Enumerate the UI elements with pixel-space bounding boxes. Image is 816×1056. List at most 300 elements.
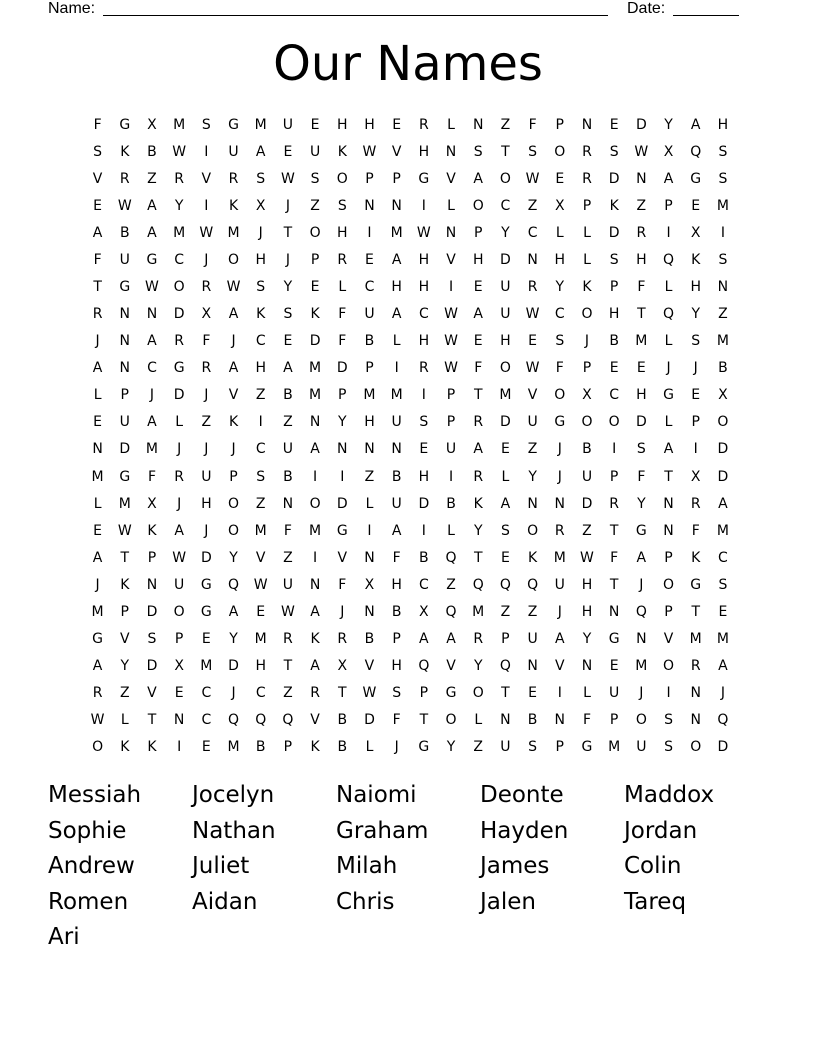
- grid-letter: T: [283, 224, 293, 241]
- grid-letter: E: [93, 197, 103, 214]
- grid-letter: I: [421, 387, 426, 404]
- grid-letter: E: [528, 333, 538, 350]
- grid-letter: J: [177, 495, 182, 512]
- grid-letter: Q: [663, 306, 675, 323]
- grid-letter: J: [720, 685, 725, 702]
- grid-letter: P: [501, 631, 510, 648]
- grid-letter: S: [718, 251, 728, 268]
- grid-letter: A: [636, 549, 647, 566]
- word-bank: [48, 778, 768, 956]
- grid-letter: A: [391, 306, 402, 323]
- grid-letter: K: [120, 576, 130, 593]
- grid-letter: Y: [501, 224, 510, 241]
- grid-letter: D: [364, 712, 375, 729]
- grid-letter: J: [693, 360, 698, 377]
- grid-letter: E: [555, 170, 565, 187]
- grid-letter: W: [444, 333, 458, 350]
- grid-letter: I: [612, 441, 617, 458]
- grid-letter: R: [473, 631, 484, 648]
- grid-letter: Y: [229, 549, 238, 566]
- grid-letter: P: [555, 739, 564, 756]
- grid-letter: Y: [691, 306, 700, 323]
- grid-letter: Q: [527, 576, 539, 593]
- grid-letter: N: [364, 441, 375, 458]
- grid-letter: I: [204, 143, 209, 160]
- grid-letter: H: [255, 360, 266, 377]
- grid-letter: P: [229, 468, 238, 485]
- grid-letter: C: [201, 712, 212, 729]
- grid-letter: Q: [228, 712, 240, 729]
- grid-letter: U: [309, 143, 321, 160]
- grid-letter: J: [557, 603, 562, 620]
- grid-letter: Y: [174, 197, 184, 214]
- grid-letter: X: [663, 143, 674, 160]
- grid-letter: E: [201, 739, 211, 756]
- grid-letter: P: [582, 197, 592, 214]
- grid-letter: C: [364, 279, 375, 295]
- grid-letter: K: [609, 197, 619, 214]
- word-bank-item: Ari: [48, 924, 80, 951]
- grid-letter: M: [173, 224, 186, 241]
- grid-letter: I: [258, 414, 263, 431]
- grid-letter: B: [609, 333, 619, 350]
- grid-letter: V: [446, 170, 456, 187]
- grid-letter: X: [718, 387, 728, 404]
- grid-letter: O: [228, 251, 240, 268]
- word-bank-item: Nathan: [192, 817, 276, 844]
- grid-letter: S: [419, 414, 429, 431]
- grid-letter: O: [527, 522, 539, 539]
- grid-letter: Y: [473, 522, 483, 539]
- grid-letter: T: [283, 658, 293, 675]
- grid-letter: F: [637, 279, 646, 295]
- grid-letter: Q: [663, 251, 675, 268]
- grid-letter: U: [636, 739, 647, 756]
- grid-letter: X: [201, 306, 212, 323]
- grid-letter: Q: [717, 712, 729, 729]
- grid-letter: M: [716, 333, 729, 350]
- grid-letter: E: [283, 143, 293, 160]
- grid-letter: D: [146, 658, 158, 675]
- grid-letter: O: [173, 279, 185, 295]
- grid-letter: O: [499, 360, 511, 377]
- grid-letter: X: [554, 197, 565, 214]
- word-bank-item: Colin: [624, 853, 682, 880]
- grid-letter: A: [310, 658, 320, 675]
- grid-letter: A: [419, 631, 429, 648]
- grid-letter: E: [93, 522, 103, 539]
- word-bank-item: Sophie: [48, 817, 127, 844]
- grid-letter: Q: [445, 549, 457, 566]
- grid-letter: D: [173, 306, 185, 323]
- grid-letter: A: [92, 360, 103, 377]
- grid-letter: O: [228, 522, 240, 539]
- grid-letter: P: [664, 603, 673, 620]
- grid-letter: R: [473, 468, 484, 485]
- grid-letter: Q: [282, 712, 294, 729]
- grid-letter: Z: [255, 495, 266, 512]
- grid-letter: K: [256, 306, 266, 323]
- grid-letter: Z: [119, 685, 130, 702]
- grid-letter: Z: [283, 685, 293, 702]
- grid-letter: M: [254, 631, 267, 648]
- grid-letter: O: [717, 414, 729, 431]
- grid-letter: A: [473, 170, 483, 187]
- grid-letter: H: [500, 333, 511, 350]
- grid-letter: Y: [582, 631, 592, 648]
- grid-letter: H: [337, 116, 348, 133]
- grid-letter: F: [691, 522, 700, 539]
- grid-letter: S: [528, 143, 538, 160]
- grid-letter: D: [717, 468, 729, 485]
- grid-letter: U: [609, 685, 620, 702]
- grid-letter: A: [147, 414, 157, 431]
- grid-letter: H: [255, 658, 266, 675]
- grid-letter: Z: [255, 387, 266, 404]
- grid-letter: N: [364, 197, 375, 214]
- grid-letter: D: [336, 360, 348, 377]
- grid-letter: R: [174, 170, 185, 187]
- page-title: Our Names: [273, 36, 543, 92]
- grid-letter: F: [610, 549, 619, 566]
- grid-letter: J: [285, 197, 290, 214]
- grid-letter: J: [95, 576, 100, 593]
- grid-letter: Q: [418, 658, 430, 675]
- grid-letter: W: [199, 224, 214, 241]
- grid-letter: D: [173, 387, 185, 404]
- grid-letter: G: [200, 603, 212, 620]
- word-bank-item: Aidan: [192, 888, 258, 915]
- grid-letter: Y: [664, 116, 673, 133]
- grid-letter: E: [691, 387, 701, 404]
- grid-letter: Q: [472, 576, 484, 593]
- grid-letter: I: [177, 739, 182, 756]
- grid-letter: L: [447, 522, 455, 539]
- grid-letter: S: [256, 170, 266, 187]
- grid-letter: H: [364, 116, 375, 133]
- grid-letter: L: [474, 712, 483, 729]
- grid-letter: U: [554, 576, 565, 593]
- grid-letter: M: [309, 360, 322, 377]
- grid-letter: W: [362, 143, 377, 160]
- grid-letter: M: [91, 468, 104, 485]
- grid-letter: M: [689, 631, 702, 648]
- grid-letter: W: [117, 522, 132, 539]
- grid-letter: H: [391, 576, 402, 593]
- grid-letter: T: [338, 685, 347, 702]
- grid-letter: E: [256, 603, 266, 620]
- grid-letter: I: [693, 441, 698, 458]
- grid-letter: V: [310, 712, 320, 729]
- grid-letter: N: [690, 685, 701, 702]
- grid-letter: E: [473, 333, 483, 350]
- grid-letter: O: [635, 712, 647, 729]
- grid-letter: S: [147, 631, 157, 648]
- grid-letter: D: [228, 658, 239, 675]
- grid-letter: Q: [255, 712, 267, 729]
- grid-letter: T: [691, 603, 700, 620]
- grid-letter: N: [119, 360, 131, 377]
- grid-letter: N: [146, 306, 158, 323]
- grid-letter: T: [609, 522, 619, 539]
- grid-letter: R: [92, 685, 103, 702]
- grid-letter: K: [473, 495, 483, 512]
- date-label: Date:: [627, 0, 666, 17]
- grid-letter: X: [582, 387, 592, 404]
- date-blank-line: [673, 15, 739, 16]
- grid-letter: R: [690, 495, 701, 512]
- grid-letter: S: [93, 143, 103, 160]
- grid-letter: K: [691, 549, 701, 566]
- grid-letter: R: [527, 279, 538, 295]
- grid-letter: A: [92, 549, 103, 566]
- grid-letter: U: [500, 279, 511, 295]
- grid-letter: C: [255, 441, 266, 458]
- grid-letter: K: [691, 251, 701, 268]
- grid-letter: I: [204, 197, 209, 214]
- grid-letter: P: [120, 603, 129, 620]
- grid-letter: G: [119, 116, 131, 133]
- grid-letter: D: [581, 495, 593, 512]
- grid-letter: K: [310, 631, 320, 648]
- grid-letter: A: [310, 603, 320, 620]
- grid-letter: R: [92, 306, 103, 323]
- grid-letter: M: [254, 116, 267, 133]
- grid-letter: C: [609, 387, 620, 404]
- grid-letter: V: [201, 170, 212, 187]
- grid-letter: O: [309, 495, 321, 512]
- grid-letter: Y: [446, 739, 456, 756]
- grid-letter: A: [174, 522, 184, 539]
- grid-letter: S: [337, 197, 347, 214]
- grid-letter: D: [119, 441, 131, 458]
- grid-letter: H: [690, 279, 701, 295]
- grid-letter: H: [418, 333, 430, 350]
- grid-letter: V: [92, 170, 103, 187]
- grid-letter: V: [554, 658, 565, 675]
- grid-letter: J: [231, 685, 236, 702]
- grid-letter: M: [145, 441, 159, 458]
- grid-letter: I: [421, 197, 426, 214]
- grid-letter: U: [282, 576, 294, 593]
- grid-letter: Z: [527, 603, 538, 620]
- grid-letter: A: [690, 116, 701, 133]
- grid-letter: N: [146, 576, 158, 593]
- grid-letter: U: [391, 414, 402, 431]
- word-bank-item: Graham: [336, 817, 429, 844]
- grid-letter: G: [228, 116, 239, 133]
- grid-letter: A: [718, 658, 728, 675]
- grid-letter: S: [718, 170, 728, 187]
- grid-letter: O: [663, 576, 675, 593]
- grid-letter: B: [364, 631, 375, 648]
- grid-letter: N: [636, 631, 647, 648]
- grid-letter: P: [609, 279, 619, 295]
- grid-letter: N: [527, 251, 538, 268]
- word-bank-item: Hayden: [480, 817, 569, 844]
- grid-letter: C: [418, 576, 429, 593]
- grid-letter: L: [664, 414, 673, 431]
- grid-letter: P: [365, 170, 374, 187]
- grid-letter: P: [473, 224, 483, 241]
- grid-letter: D: [500, 414, 511, 431]
- grid-letter: C: [147, 360, 157, 377]
- word-search-grid: [84, 111, 737, 761]
- grid-letter: N: [554, 495, 566, 512]
- grid-letter: P: [446, 387, 456, 404]
- grid-letter: A: [391, 522, 402, 539]
- grid-letter: S: [392, 685, 402, 702]
- grid-letter: A: [92, 224, 103, 241]
- grid-letter: D: [717, 441, 729, 458]
- grid-letter: L: [93, 495, 102, 512]
- grid-letter: L: [93, 387, 102, 404]
- grid-letter: B: [391, 468, 402, 485]
- grid-letter: O: [499, 170, 511, 187]
- name-label: Name:: [48, 0, 96, 17]
- grid-letter: E: [609, 658, 619, 675]
- grid-letter: L: [120, 712, 129, 729]
- grid-letter: A: [228, 306, 239, 323]
- grid-letter: K: [228, 197, 239, 214]
- grid-letter: J: [666, 360, 671, 377]
- grid-letter: B: [527, 712, 538, 729]
- grid-letter: T: [501, 685, 510, 702]
- grid-letter: K: [147, 522, 157, 539]
- grid-letter: A: [718, 495, 728, 512]
- grid-letter: F: [93, 116, 102, 133]
- grid-letter: F: [392, 549, 401, 566]
- grid-letter: O: [228, 495, 240, 512]
- grid-letter: R: [418, 116, 429, 133]
- grid-letter: A: [391, 251, 402, 268]
- word-bank-item: Andrew: [48, 853, 135, 880]
- grid-letter: P: [174, 631, 184, 648]
- grid-letter: A: [92, 658, 103, 675]
- grid-letter: O: [445, 712, 457, 729]
- grid-letter: R: [418, 360, 429, 377]
- grid-letter: G: [554, 414, 566, 431]
- grid-letter: N: [527, 658, 538, 675]
- grid-letter: J: [204, 522, 209, 539]
- grid-letter: D: [200, 549, 212, 566]
- grid-letter: N: [500, 712, 511, 729]
- grid-letter: G: [146, 251, 158, 268]
- grid-letter: C: [418, 306, 429, 323]
- grid-letter: F: [147, 468, 156, 485]
- grid-letter: H: [554, 251, 566, 268]
- grid-letter: W: [525, 360, 540, 377]
- grid-letter: L: [664, 333, 673, 350]
- grid-letter: O: [92, 739, 104, 756]
- grid-letter: R: [337, 631, 348, 648]
- grid-letter: I: [421, 522, 426, 539]
- grid-letter: I: [340, 468, 345, 485]
- grid-letter: T: [664, 468, 673, 485]
- grid-letter: N: [364, 603, 375, 620]
- grid-letter: F: [93, 251, 102, 268]
- grid-letter: M: [390, 224, 403, 241]
- grid-letter: D: [608, 170, 620, 187]
- grid-letter: S: [718, 143, 728, 160]
- grid-letter: F: [283, 522, 292, 539]
- grid-letter: L: [365, 739, 374, 756]
- grid-letter: A: [663, 441, 674, 458]
- grid-letter: P: [120, 387, 129, 404]
- grid-letter: R: [174, 468, 185, 485]
- grid-letter: V: [663, 631, 674, 648]
- grid-letter: P: [555, 116, 564, 133]
- grid-letter: B: [718, 360, 728, 377]
- grid-letter: N: [445, 224, 457, 241]
- grid-letter: E: [283, 333, 293, 350]
- grid-letter: I: [666, 224, 671, 241]
- grid-letter: V: [337, 549, 348, 566]
- grid-letter: T: [419, 712, 429, 729]
- grid-letter: R: [690, 658, 701, 675]
- grid-letter: U: [282, 441, 294, 458]
- grid-letter: W: [90, 712, 105, 729]
- grid-letter: Z: [283, 414, 293, 431]
- grid-letter: S: [500, 522, 510, 539]
- grid-letter: B: [582, 441, 592, 458]
- grid-letter: X: [147, 116, 157, 133]
- word-bank-item: James: [480, 853, 550, 880]
- grid-letter: P: [338, 387, 347, 404]
- grid-letter: V: [255, 549, 266, 566]
- grid-letter: X: [337, 658, 348, 675]
- grid-letter: S: [664, 739, 673, 756]
- grid-letter: H: [472, 251, 484, 268]
- grid-letter: S: [718, 576, 728, 593]
- grid-letter: L: [583, 224, 591, 241]
- grid-letter: M: [309, 522, 322, 539]
- grid-letter: I: [367, 522, 372, 539]
- grid-letter: T: [120, 549, 130, 566]
- grid-letter: L: [664, 279, 673, 295]
- grid-letter: B: [419, 549, 429, 566]
- grid-letter: Y: [229, 631, 238, 648]
- grid-letter: P: [310, 251, 320, 268]
- grid-letter: U: [445, 441, 457, 458]
- grid-letter: B: [119, 224, 130, 241]
- word-bank-item: Juliet: [192, 853, 250, 880]
- grid-letter: V: [364, 658, 375, 675]
- grid-letter: M: [716, 197, 729, 214]
- word-bank-item: Naiomi: [336, 782, 417, 808]
- grid-letter: J: [584, 333, 590, 350]
- word-bank-item: Deonte: [480, 782, 564, 808]
- grid-letter: W: [172, 549, 187, 566]
- grid-letter: E: [691, 197, 701, 214]
- grid-letter: H: [581, 576, 593, 593]
- grid-letter: F: [338, 306, 347, 323]
- grid-letter: W: [280, 170, 295, 187]
- word-bank-item: Jalen: [480, 888, 536, 915]
- grid-letter: E: [528, 685, 538, 702]
- grid-letter: W: [580, 549, 594, 566]
- worksheet-header: [0, 0, 816, 20]
- grid-letter: N: [282, 495, 294, 512]
- grid-letter: F: [528, 116, 537, 133]
- grid-letter: A: [147, 197, 157, 214]
- grid-letter: S: [636, 441, 646, 458]
- grid-letter: Y: [528, 468, 537, 485]
- grid-letter: L: [365, 495, 374, 512]
- grid-letter: H: [337, 224, 348, 241]
- grid-letter: V: [446, 251, 456, 268]
- grid-letter: J: [639, 576, 644, 593]
